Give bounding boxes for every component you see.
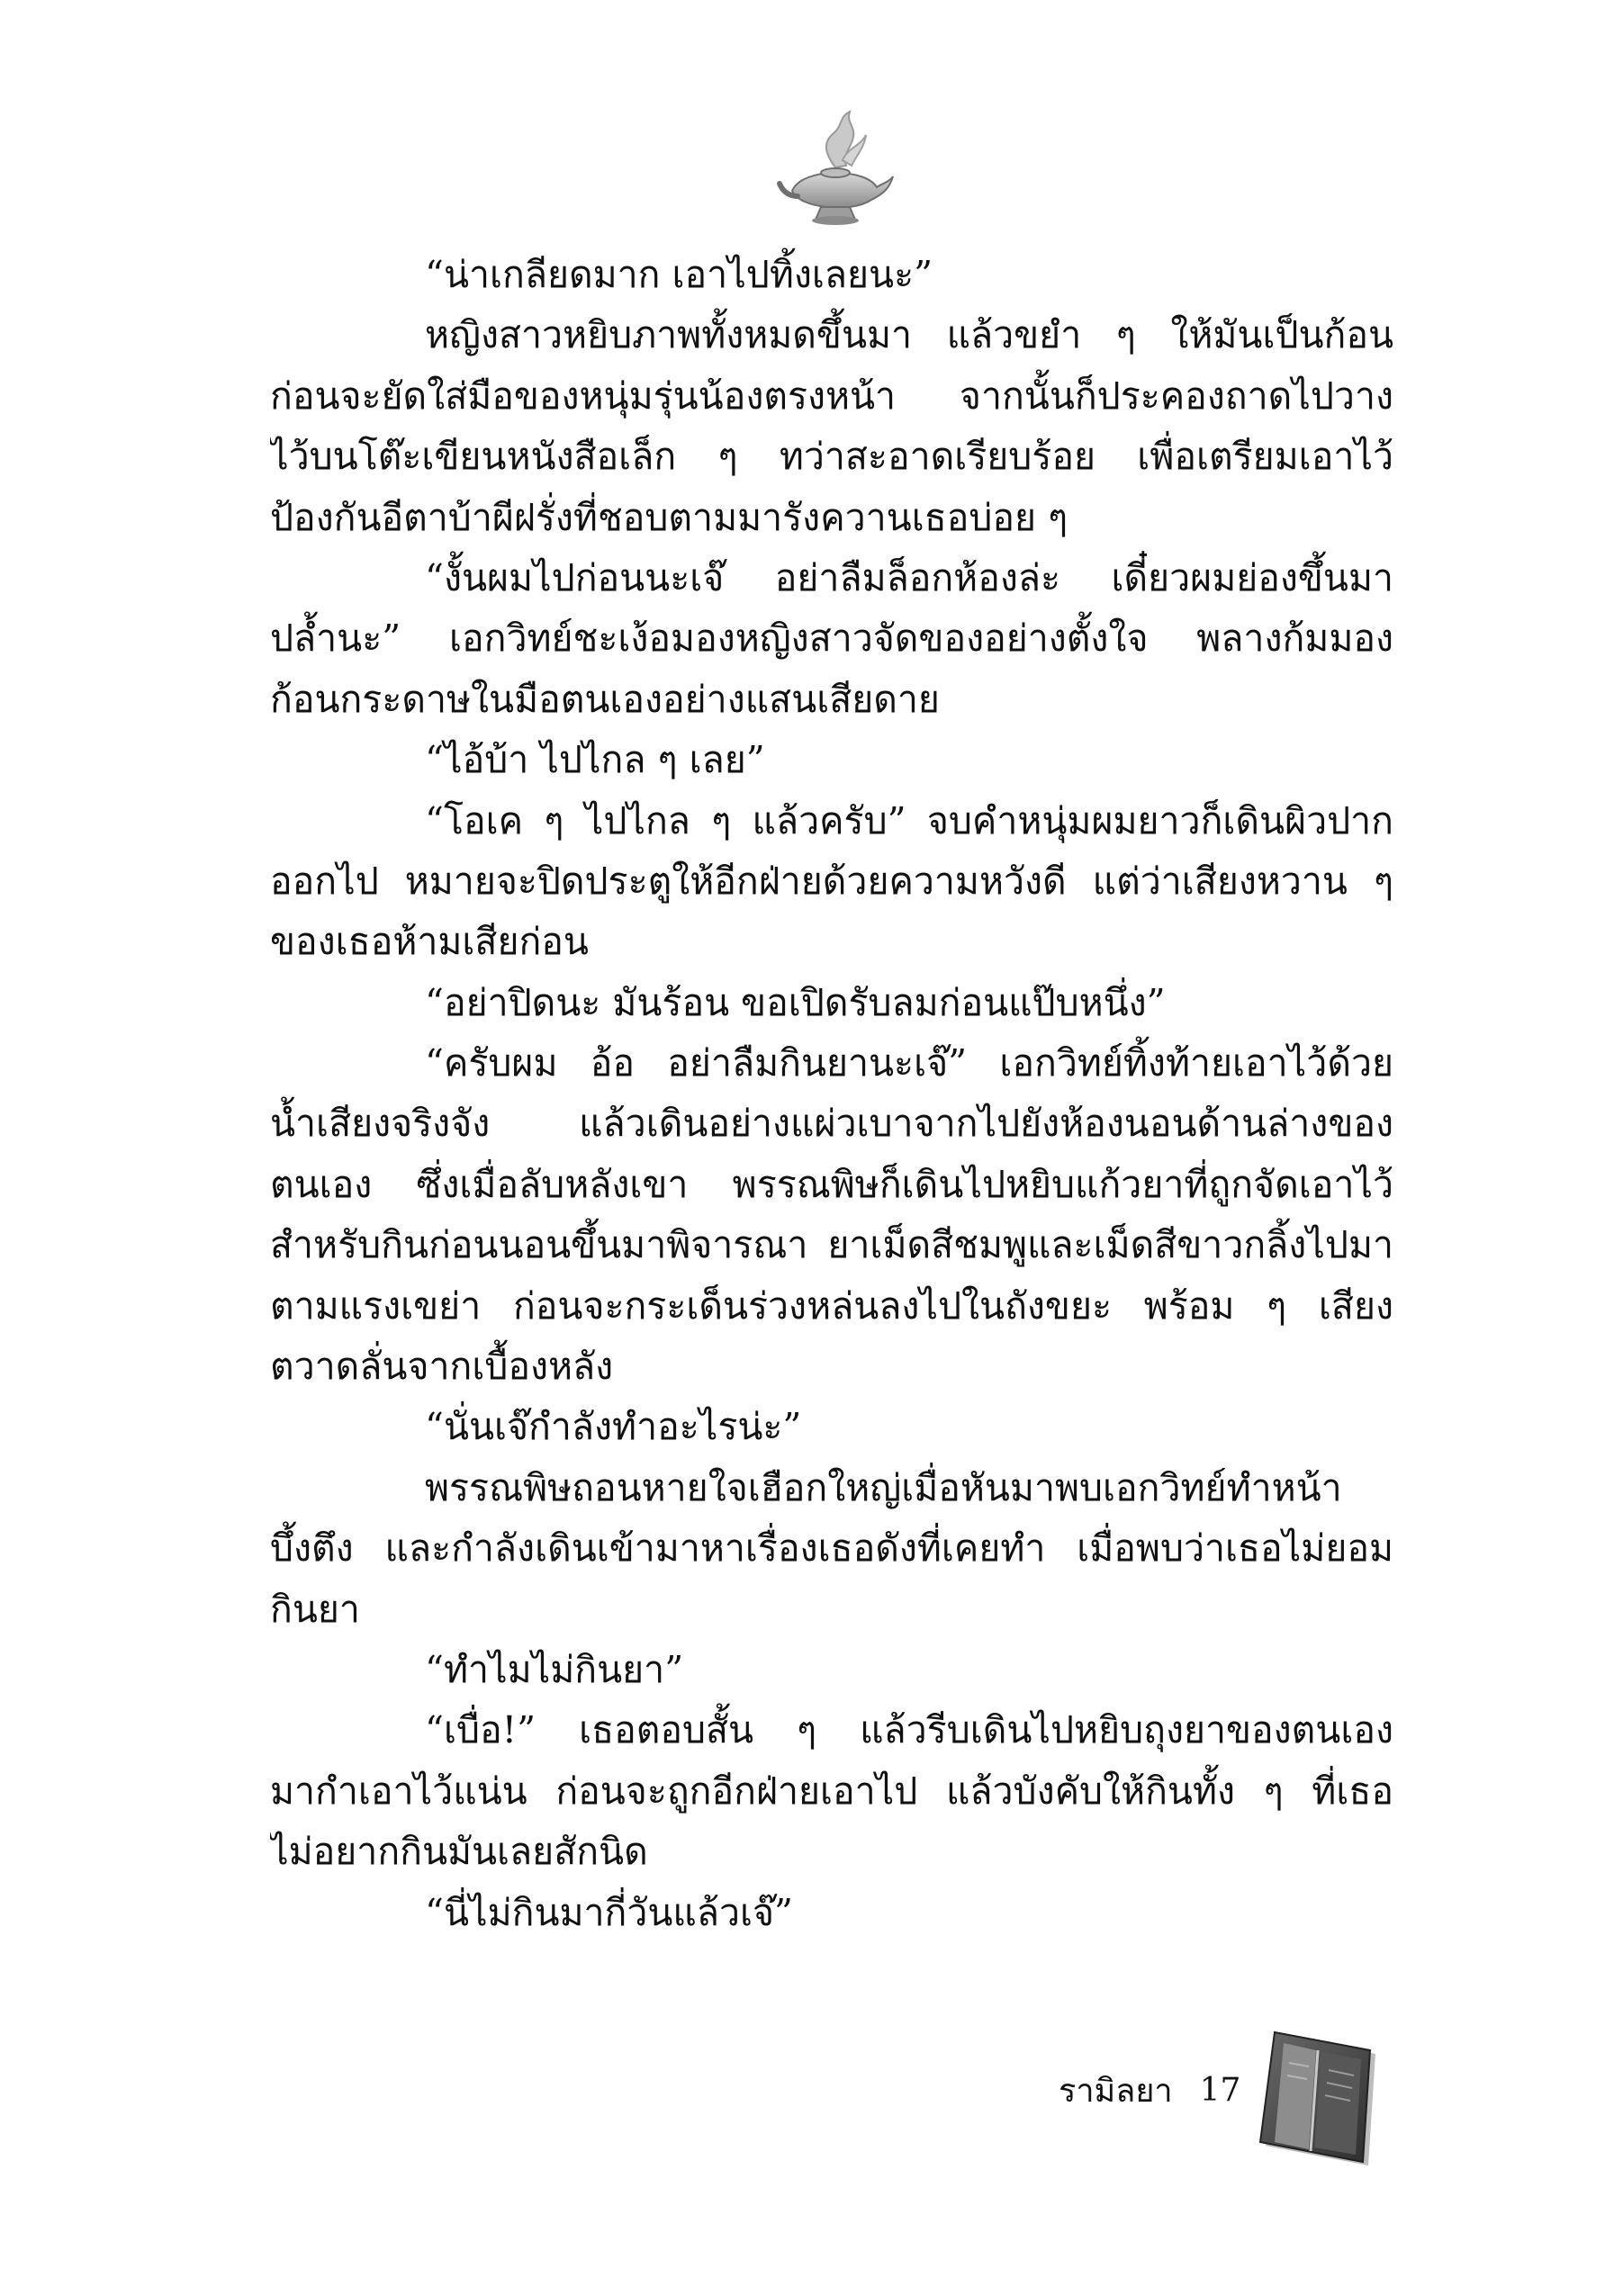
page-number: 17 — [1199, 2071, 1241, 2109]
paragraph-line: สำหรับกินก่อนนอนขึ้นมาพิจารณา ยาเม็ดสีชมพูและเม็ดสีขาวกลิ้งไปมา — [270, 1223, 1393, 1267]
author-name: รามิลยา — [1059, 2072, 1173, 2110]
paragraph-line: “โอเค ๆ ไปไกล ๆ แล้วครับ” จบคำหนุ่มผมยาวก็เดินผิวปาก — [425, 798, 1393, 842]
paragraph-line: ตวาดลั่นจากเบื้องหลัง — [270, 1345, 614, 1389]
paragraph-line: “ไอ้บ้า ไปไกล ๆ เลย” — [425, 738, 765, 782]
paragraph-line: “อย่าปิดนะ มันร้อน ขอเปิดรับลมก่อนแป๊บหนึ่ง” — [425, 980, 1166, 1024]
paragraph-line: หญิงสาวหยิบภาพทั้งหมดขึ้นมา แล้วขยำ ๆ ให้มันเป็นก้อน — [425, 313, 1393, 357]
paragraph-line: มากำเอาไว้แน่น ก่อนจะถูกอีกฝ่ายเอาไป แล้วบังคับให้กินทั้ง ๆ ที่เธอ — [270, 1769, 1393, 1813]
paragraph-line: “น่าเกลียดมาก เอาไปทิ้งเลยนะ” — [425, 253, 933, 296]
paragraph-line: ป้องกันอีตาบ้าผีฝรั่งที่ชอบตามมารังควานเธอบ่อย ๆ — [270, 495, 1068, 539]
paragraph-line: ออกไป หมายจะปิดประตูให้อีกฝ่ายด้วยความหวังดี แต่ว่าเสียงหวาน ๆ — [270, 859, 1393, 903]
paragraph-line: ของเธอห้ามเสียก่อน — [270, 920, 589, 964]
story-text — [270, 245, 1393, 1943]
paragraph-line: ก้อนกระดาษในมือตนเองอย่างแสนเสียดาย — [270, 677, 940, 721]
paragraph-line: ปล้ำนะ” เอกวิทย์ชะเง้อมองหญิงสาวจัดของอย่างตั้งใจ พลางก้มมอง — [270, 617, 1393, 661]
paragraph-line: ตนเอง ซึ่งเมื่อลับหลังเขา พรรณพิษก็เดินไปหยิบแก้วยาที่ถูกจัดเอาไว้ — [270, 1162, 1393, 1206]
book-icon — [1253, 2023, 1390, 2176]
paragraph-line: บึ้งตึง และกำลังเดินเข้ามาหาเรื่องเธอดังที่เคยทำ เมื่อพบว่าเธอไม่ยอม — [270, 1526, 1393, 1571]
paragraph-line: “เบื่อ!” เธอตอบสั้น ๆ แล้วรีบเดินไปหยิบถุงยาของตนเอง — [425, 1708, 1393, 1752]
paragraph-line: พรรณพิษถอนหายใจเฮือกใหญ่เมื่อหันมาพบเอกวิทย์ทำหน้า — [425, 1465, 1342, 1509]
paragraph-line: “นี่ไม่กินมากี่วันแล้วเจ๊” — [425, 1890, 793, 1934]
paragraph-line: ก่อนจะยัดใส่มือของหนุ่มรุ่นน้องตรงหน้า จากนั้นก็ประคองถาดไปวาง — [270, 374, 1393, 418]
paragraph-line: กินยา — [270, 1587, 360, 1631]
page-footer — [1059, 2065, 1240, 2115]
paragraph-line: ไว้บนโต๊ะเขียนหนังสือเล็ก ๆ ทว่าสะอาดเรียบร้อย เพื่อเตรียมเอาไว้ — [270, 435, 1393, 479]
paragraph-line: ไม่อยากกินมันเลยสักนิด — [270, 1830, 648, 1874]
paragraph-line: “ทำไมไม่กินยา” — [425, 1647, 684, 1691]
paragraph-line: “ครับผม อ้อ อย่าลืมกินยานะเจ๊” เอกวิทย์ทิ้งท้ายเอาไว้ด้วย — [425, 1041, 1393, 1085]
paragraph-line: “งั้นผมไปก่อนนะเจ๊ อย่าลืมล็อกห้องล่ะ เดี๋ยวผมย่องขึ้นมา — [425, 555, 1393, 599]
magic-lamp-icon — [771, 106, 897, 232]
paragraph-line: ตามแรงเขย่า ก่อนจะกระเด็นร่วงหล่นลงไปในถังขยะ พร้อม ๆ เสียง — [270, 1283, 1393, 1328]
paragraph-line: น้ำเสียงจริงจัง แล้วเดินอย่างแผ่วเบาจากไปยังห้องนอนด้านล่างของ — [270, 1102, 1393, 1146]
paragraph-line: “นั่นเจ๊กำลังทำอะไรน่ะ” — [425, 1405, 802, 1449]
